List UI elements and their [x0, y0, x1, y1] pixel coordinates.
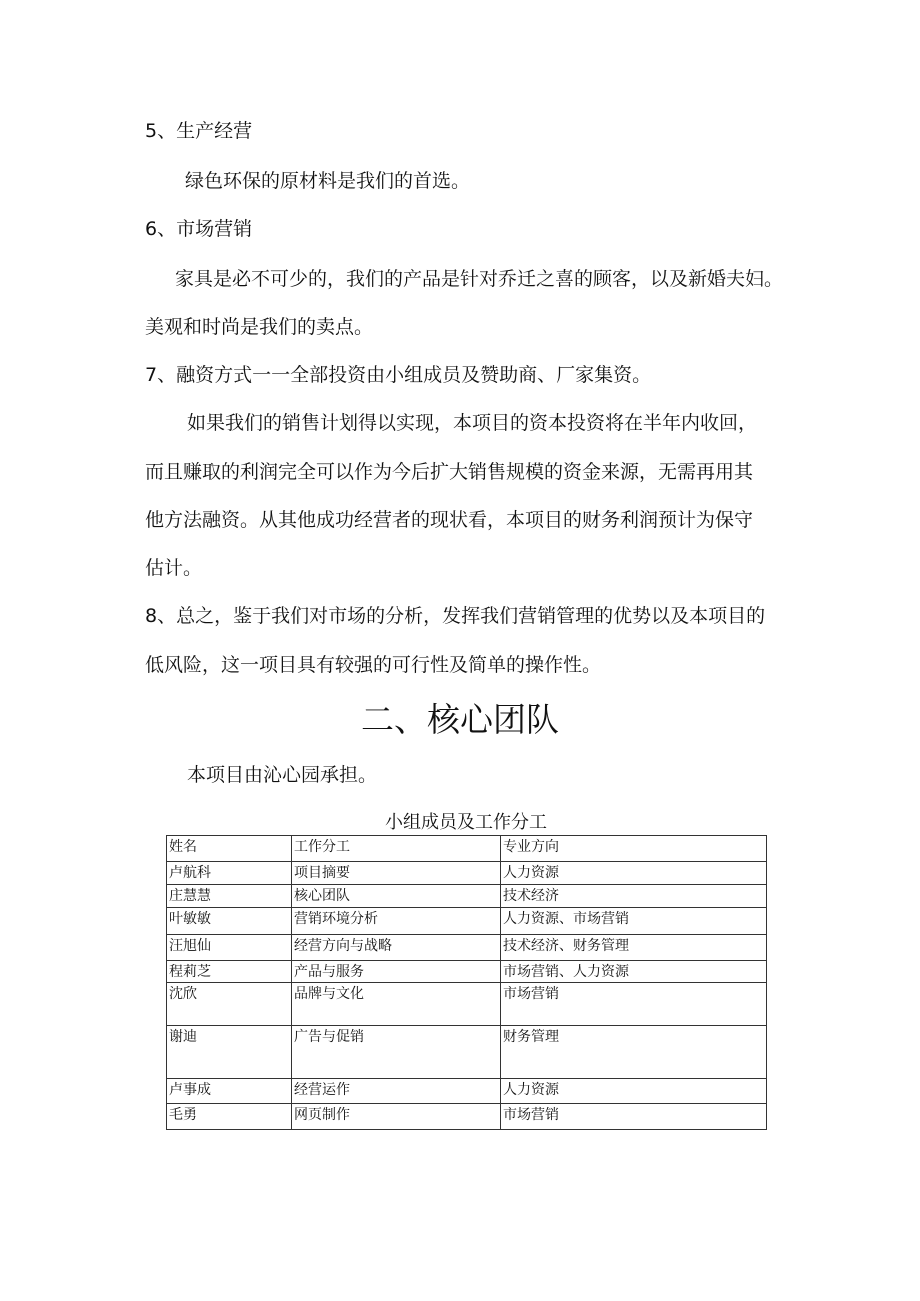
paragraph-marketing-line-1: 家具是必不可少的，我们的产品是针对乔迁之喜的顾客，以及新婚夫妇。 [175, 268, 784, 290]
header-name: 姓名 [167, 836, 292, 862]
heading-summary-line-1: 8、总之，鉴于我们对市场的分析，发挥我们营销管理的优势以及本项目的 [145, 605, 766, 627]
paragraph-financing-line-3: 他方法融资。从其他成功经营者的现状看，本项目的财务利润预计为保守 [145, 509, 754, 531]
member-task: 项目摘要 [292, 862, 501, 885]
team-table [166, 835, 767, 1130]
member-task: 营销环境分析 [292, 908, 501, 935]
member-task: 网页制作 [292, 1104, 501, 1130]
section-title-core-team: 二、核心团队 [361, 700, 559, 739]
member-major: 市场营销、人力资源 [501, 961, 767, 983]
table-row [167, 961, 767, 983]
member-task: 经营运作 [292, 1079, 501, 1104]
member-task: 广告与促销 [292, 1026, 501, 1079]
member-task: 产品与服务 [292, 961, 501, 983]
table-row [167, 862, 767, 885]
heading-marketing: 6、市场营销 [145, 218, 253, 240]
paragraph-financing-line-1: 如果我们的销售计划得以实现，本项目的资本投资将在半年内收回， [187, 412, 758, 434]
member-major: 人力资源 [501, 1079, 767, 1104]
member-name: 程莉芝 [167, 961, 292, 983]
paragraph-financing-line-4: 估计。 [145, 557, 203, 579]
member-name: 毛勇 [167, 1104, 292, 1130]
member-name: 庄慧慧 [167, 885, 292, 908]
heading-production: 5、生产经营 [145, 120, 253, 142]
member-name: 叶敏敏 [167, 908, 292, 935]
table-row [167, 908, 767, 935]
member-major: 技术经济、财务管理 [501, 935, 767, 961]
member-major: 人力资源、市场营销 [501, 908, 767, 935]
heading-summary-line-2: 低风险，这一项目具有较强的可行性及简单的操作性。 [145, 654, 602, 676]
member-task: 经营方向与战略 [292, 935, 501, 961]
paragraph-marketing-line-2: 美观和时尚是我们的卖点。 [145, 316, 374, 338]
member-major: 市场营销 [501, 983, 767, 1026]
header-major: 专业方向 [501, 836, 767, 862]
table-row [167, 1026, 767, 1079]
member-major: 人力资源 [501, 862, 767, 885]
header-task: 工作分工 [292, 836, 501, 862]
paragraph-production: 绿色环保的原材料是我们的首选。 [185, 170, 471, 192]
heading-financing: 7、融资方式一一全部投资由小组成员及赞助商、厂家集资。 [145, 364, 652, 386]
table-row [167, 1079, 767, 1104]
table-row [167, 935, 767, 961]
team-intro: 本项目由沁心园承担。 [187, 764, 378, 786]
member-major: 市场营销 [501, 1104, 767, 1130]
member-name: 沈欣 [167, 983, 292, 1026]
team-table-caption: 小组成员及工作分工 [385, 812, 547, 833]
member-name: 卢事成 [167, 1079, 292, 1104]
member-task: 品牌与文化 [292, 983, 501, 1026]
member-major: 财务管理 [501, 1026, 767, 1079]
table-row [167, 1104, 767, 1130]
table-row [167, 885, 767, 908]
member-name: 汪旭仙 [167, 935, 292, 961]
member-name: 谢迪 [167, 1026, 292, 1079]
member-task: 核心团队 [292, 885, 501, 908]
table-header-row [167, 836, 767, 862]
member-major: 技术经济 [501, 885, 767, 908]
paragraph-financing-line-2: 而且赚取的利润完全可以作为今后扩大销售规模的资金来源，无需再用其 [145, 461, 754, 483]
table-row [167, 983, 767, 1026]
member-name: 卢航科 [167, 862, 292, 885]
